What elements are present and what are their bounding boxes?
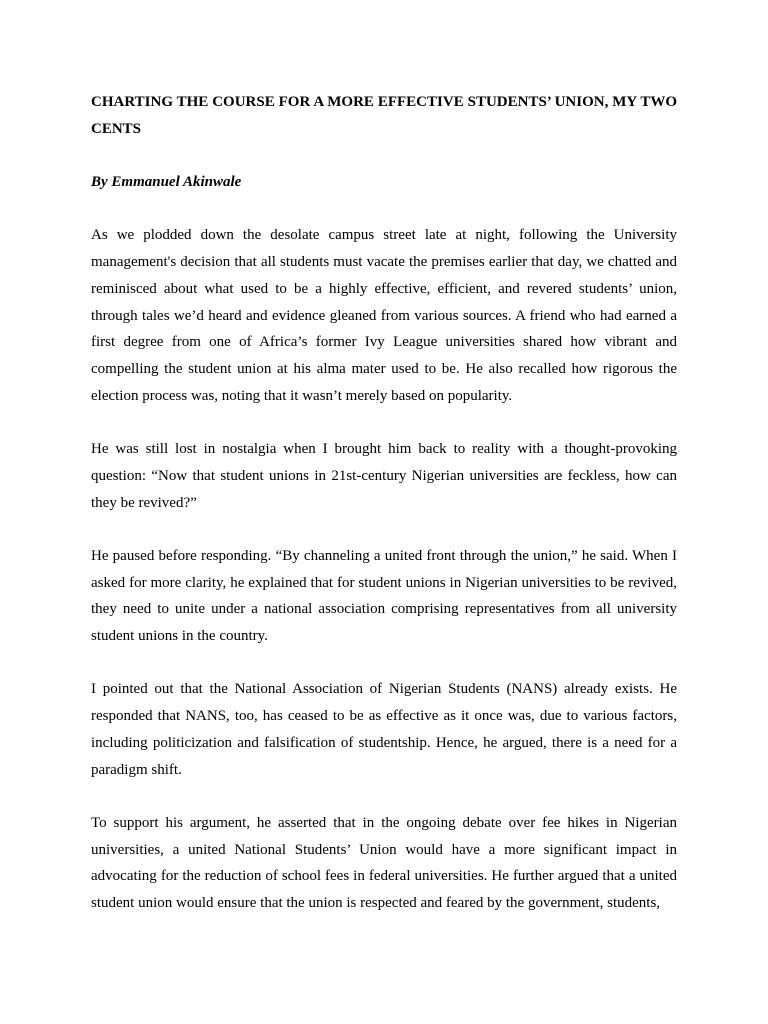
paragraph-2: He was still lost in nostalgia when I brought him back to reality with a thought-provoking question: “Now that student unions in 21st-century Nigerian universities are feckless, how can they be revived?” xyxy=(91,441,677,511)
author-byline: By Emmanuel Akinwale xyxy=(91,174,242,191)
document-body xyxy=(91,89,677,917)
paragraph-1: As we plodded down the desolate campus street late at night, following the University management's decision that all students must vacate the premises earlier that day, we chatted and reminisced about what used to be a highly effective, efficient, and revered students’ union, through tales we’d heard and evidence gleaned from various sources. A friend who had earned a first degree from one of Africa’s former Ivy League universities shared how vibrant and compelling the student union at his alma mater used to be. He also recalled how rigorous the election process was, noting that it wasn’t merely based on popularity. xyxy=(91,227,677,404)
paragraph-4: I pointed out that the National Association of Nigerian Students (NANS) already exists. He responded that NANS, too, has ceased to be as effective as it once was, due to various factors, including politicization and falsification of studentship. Hence, he argued, there is a need for a paradigm shift. xyxy=(91,681,677,778)
paragraph-3: He paused before responding. “By channeling a united front through the union,” he said. When I asked for more clarity, he explained that for student unions in Nigerian universities to be revived, they need to unite under a national association comprising representatives from all university student unions in the country. xyxy=(91,547,677,644)
article-title: CHARTING THE COURSE FOR A MORE EFFECTIVE STUDENTS’ UNION, MY TWO CENTS xyxy=(91,94,677,137)
paragraph-5: To support his argument, he asserted that in the ongoing debate over fee hikes in Nigerian universities, a united National Students’ Union would have a more significant impact in advocating for the reduction of school fees in federal universities. He further argued that a united student union would ensure that the union is respected and feared by the government, students, xyxy=(91,814,677,911)
